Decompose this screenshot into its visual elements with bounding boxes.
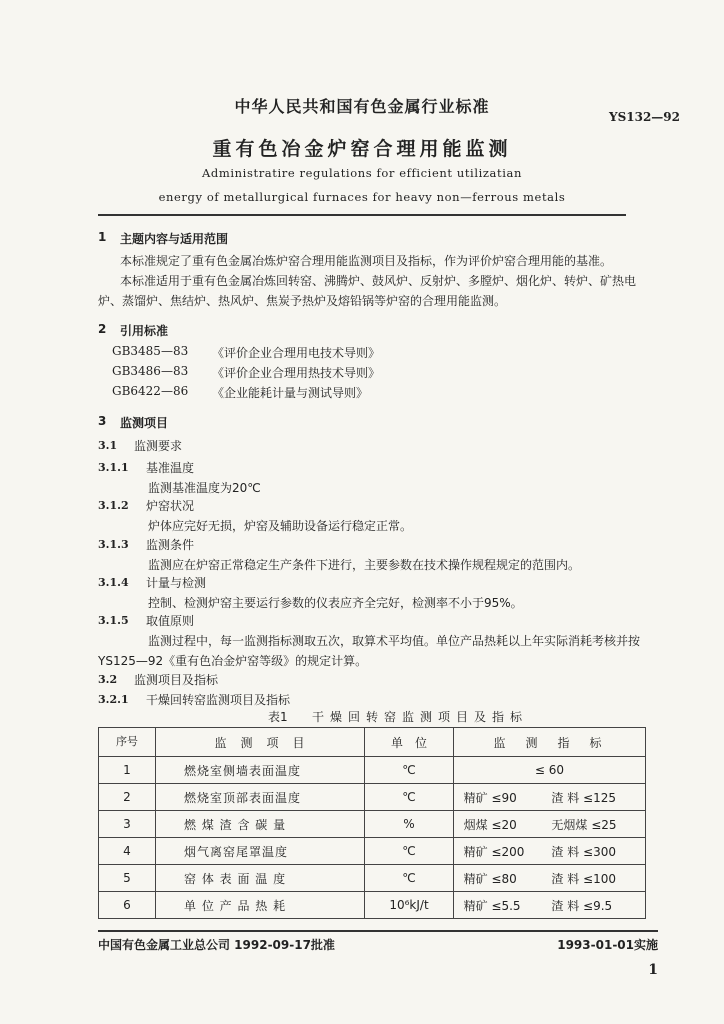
index-primary: 精矿 ≤90 [463,790,517,805]
index-secondary: 渣 料 ≤300 [551,844,616,859]
table-row [99,892,646,919]
section-3-1-1-title: 基准温度 [146,461,195,475]
section-3-1-4-number: 3.1.4 [98,576,129,589]
row-seq: 2 [99,784,156,811]
reference-title: 《评价企业合理用热技术导则》 [212,366,381,380]
section-3-1-4-text: 控制、检测炉窑主要运行参数的仪表应齐全完好，检测率不小于95%。 [148,596,523,610]
section-3-2-number: 3.2 [98,673,118,686]
row-item: 烟气离窑尾罩温度 [156,838,365,865]
table-header-row [99,728,646,757]
row-item: 燃烧室顶部表面温度 [156,784,365,811]
reference-code: GB3485—83 [112,344,189,358]
row-seq: 1 [99,757,156,784]
section-1-number: 1 [98,230,107,244]
english-title-line-1: Administratire regulations for efficient utilizatian [202,166,522,180]
row-unit: ℃ [365,757,454,784]
row-unit: ℃ [365,784,454,811]
row-item: 单 位 产 品 热 耗 [156,892,365,919]
document-title: 重有色冶金炉窑合理用能监测 [212,138,512,160]
header-index: 监 测 指 标 [454,728,646,757]
reference-title: 《评价企业合理用电技术导则》 [212,346,381,360]
standard-category-heading: 中华人民共和国有色金属行业标准 [234,97,490,116]
row-index [454,811,646,838]
section-3-1-4-title: 计量与检测 [146,576,207,590]
section-3-1-2-title: 炉窑状况 [146,499,195,513]
index-secondary: 无烟煤 ≤25 [551,817,617,832]
section-1-paragraph-1: 本标准规定了重有色金属冶炼炉窑合理用能监测项目及指标，作为评价炉窑合理用能的基准。 [120,254,613,268]
page-number: 1 [648,962,658,978]
section-3-1-1-number: 3.1.1 [98,461,129,474]
header-item: 监 测 项 目 [156,728,365,757]
reference-title: 《企业能耗计量与测试导则》 [212,386,369,400]
row-index [454,838,646,865]
index-primary: 精矿 ≤80 [463,871,517,886]
reference-code: GB6422—86 [112,384,189,398]
reference-code: GB3486—83 [112,364,189,378]
index-secondary: 渣 料 ≤9.5 [551,898,613,913]
section-3-1-5-text-b: YS125—92《重有色冶金炉窑等级》的规定计算。 [98,654,368,668]
header-seq: 序号 [99,728,156,757]
section-3-1-5-number: 3.1.5 [98,614,129,627]
section-3-1-3-title: 监测条件 [146,538,195,552]
header-divider [98,214,626,216]
section-3-1-3-number: 3.1.3 [98,538,129,551]
table-caption-label: 表1 [268,710,288,724]
table-caption-title: 干燥回转窑监测项目及指标 [312,710,529,724]
row-index: ≤ 60 [454,757,646,784]
approval-info: 中国有色金属工业总公司 1992-09-17批准 [98,938,335,952]
monitoring-table [98,727,646,919]
section-3-title: 监测项目 [120,416,169,430]
index-primary: 烟煤 ≤20 [463,817,517,832]
section-2-title: 引用标准 [120,324,169,338]
section-1-title: 主题内容与适用范围 [120,232,229,246]
section-3-1-3-text: 监测应在炉窑正常稳定生产条件下进行，主要参数在技术操作规程规定的范围内。 [148,558,581,572]
index-secondary: 渣 料 ≤125 [551,790,616,805]
row-index [454,865,646,892]
row-item: 燃烧室侧墙表面温度 [156,757,365,784]
row-seq: 3 [99,811,156,838]
section-3-2-title: 监测项目及指标 [134,673,219,687]
effective-date: 1993-01-01实施 [557,938,658,952]
header-unit: 单 位 [365,728,454,757]
row-index [454,784,646,811]
table-row [99,865,646,892]
table-row [99,757,646,784]
english-title-line-2: energy of metallurgical furnaces for heavy non—ferrous metals [158,190,566,204]
section-3-1-5-title: 取值原则 [146,614,195,628]
footer-divider [98,930,658,932]
standard-code: YS132—92 [609,110,680,124]
section-3-1-2-text: 炉体应完好无损，炉窑及辅助设备运行稳定正常。 [148,519,413,533]
section-3-2-1-number: 3.2.1 [98,693,129,706]
table-row [99,838,646,865]
section-3-1-1-text: 监测基准温度为20℃ [148,481,261,495]
row-seq: 5 [99,865,156,892]
table-row [99,784,646,811]
row-index [454,892,646,919]
row-unit: 10⁶kJ/t [365,892,454,919]
row-item: 窑 体 表 面 温 度 [156,865,365,892]
section-1-paragraph-2b: 炉、蒸馏炉、焦结炉、热风炉、焦炭予热炉及熔铅锅等炉窑的合理用能监测。 [98,294,507,308]
section-2-number: 2 [98,322,107,336]
section-3-1-2-number: 3.1.2 [98,499,129,512]
section-3-number: 3 [98,414,107,428]
table-row [99,811,646,838]
section-1-paragraph-2a: 本标准适用于重有色金属冶炼回转窑、沸腾炉、鼓风炉、反射炉、多膛炉、烟化炉、转炉、矿热电 [120,274,637,288]
index-secondary: 渣 料 ≤100 [551,871,616,886]
index-primary: 精矿 ≤200 [463,844,525,859]
section-3-1-title: 监测要求 [134,439,183,453]
row-unit: ℃ [365,865,454,892]
row-seq: 4 [99,838,156,865]
section-3-2-1-title: 干燥回转窑监测项目及指标 [146,693,291,707]
row-unit: % [365,811,454,838]
row-seq: 6 [99,892,156,919]
index-primary: 精矿 ≤5.5 [463,898,521,913]
section-3-1-number: 3.1 [98,439,118,452]
row-item: 燃 煤 渣 含 碳 量 [156,811,365,838]
row-unit: ℃ [365,838,454,865]
section-3-1-5-text-a: 监测过程中，每一监测指标测取五次，取算术平均值。单位产品热耗以上年实际消耗考核并按 [148,634,641,648]
